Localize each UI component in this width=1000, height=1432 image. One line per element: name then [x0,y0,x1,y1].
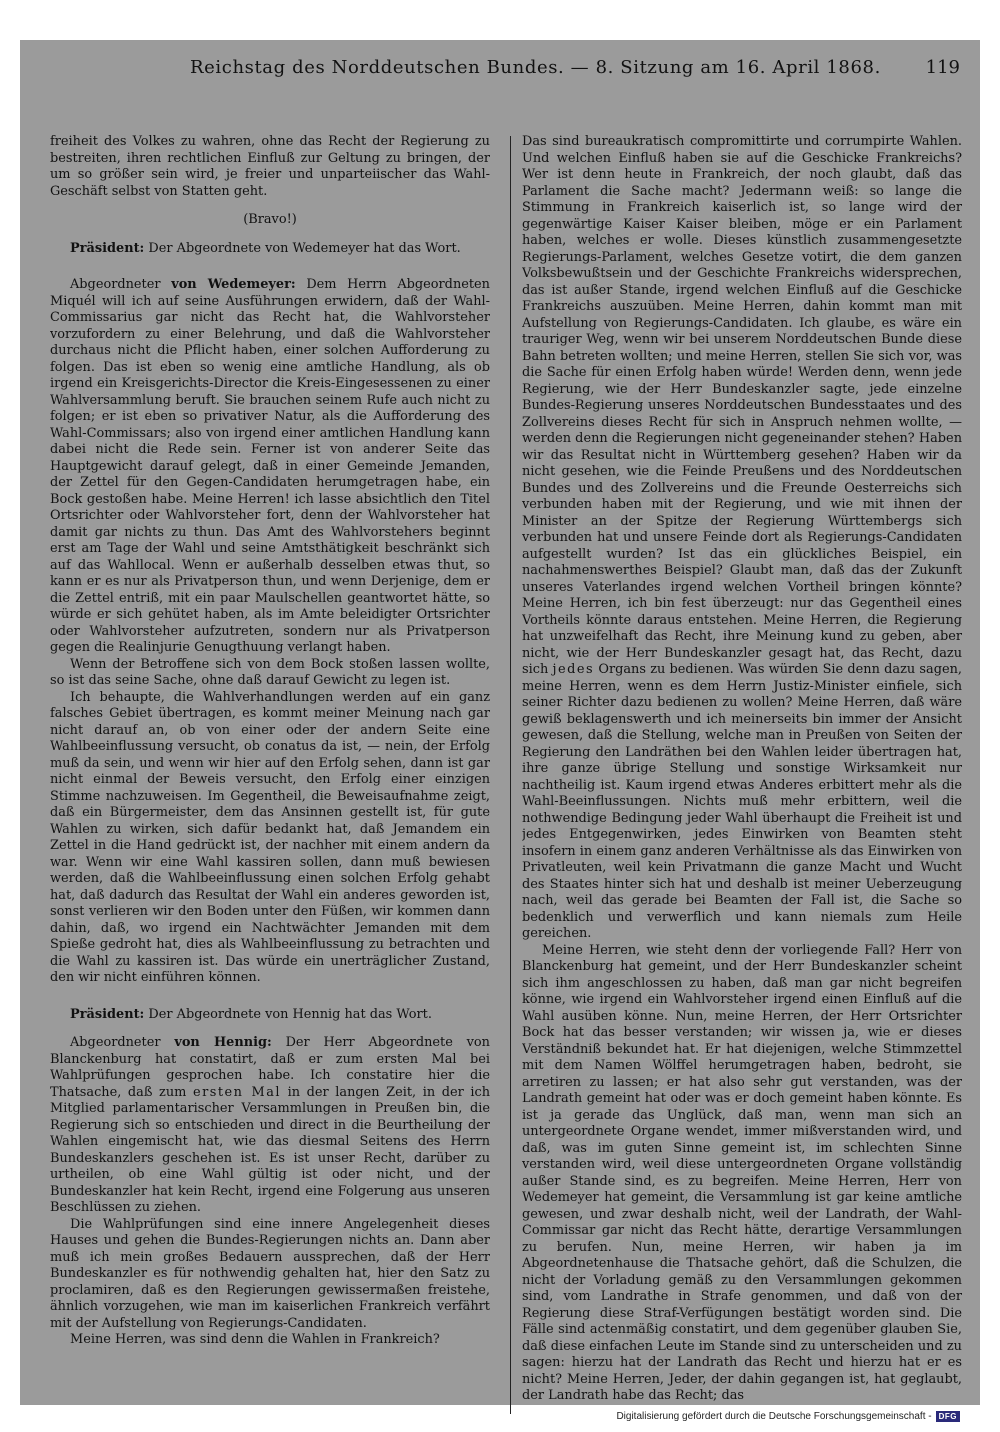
speaker-name-hennig: von Hennig: [174,1035,272,1050]
president-remark [50,1007,490,1024]
column-divider [510,136,511,1414]
paragraph: Meine Herren, wie steht denn der vorliegende Fall? Herr von Blanckenburg hat gemeint, und der Herr Bundeskanzler scheint sich ihm angeschlossen zu haben, daß man gar nicht begreifen könne, wie irgend ein Wahlvorsteher irgend einen Einfluß auf die Wahl ausüben könne. Nun, meine Herren, der Herr Ortsrichter Bock hat das besser verstanden; wir wissen ja, wie er dieses Verständniß bekundet hat. Er hat diejenigen, welche Stimmzettel mit dem Namen Wölffel herumgetragen haben, bedroht, sie arretiren zu lassen; er hat also sehr gut verstanden, was der Landrath gemeint hat oder was er doch gemeint haben könnte. Es ist ja gerade das Unglück, daß man, wenn man sich an untergeordnete Organe wendet, immer mißverstanden wird, und daß, was im guten Sinne gemeint ist, im schlechten Sinne verstanden wird, weil diese untergeordneten Organe vollständig außer Stande sind, es zu begreifen. Meine Herren, Herr von Wedemeyer hat gemeint, die Versammlung ist gar keine amtliche gewesen, und zwar deshalb nicht, weil der Landrath, der Wahl-Commissar gar nicht das Recht hätte, derartige Versammlungen zu berufen. Nun, meine Herren, wir haben ja im Abgeordnetenhause die Thatsache gehört, daß die Schulzen, die nicht der Vorladung gemäß zu den Versammlungen gekommen sind, vom Landrathe in Strafe genommen, und daß von der Regierung diese Straf-Verfügungen bestätigt worden sind. Die Fälle sind actenmäßig constatirt, und dem gegenüber glauben Sie, daß diese einfachen Leute im Stande sind zu unterscheiden und zu sagen: hierzu hat der Landrath das Recht und hierzu hat er es nicht? Meine Herren, Jeder, der dahin gegangen ist, hat geglaubt, der Landrath habe das Recht; das [522,942,962,1403]
footer-credit [616,1411,960,1422]
left-column [50,134,490,1414]
dfg-logo: DFG [936,1411,960,1422]
scanned-page [20,40,980,1405]
speaker-intro: Abgeordneter [70,1035,161,1050]
president-remark-text: Der Abgeordnete von Wedemeyer hat das Wort. [148,240,461,256]
speech-hennig-1 [50,1035,490,1217]
emphasis-text: jedes [552,662,595,677]
speech-text: Dem Herrn Abgeordneten Miquél will ich auf seine Ausführungen erwidern, daß der Wahl-Commissarius gar nicht das Recht hat, die Wahlvorsteher vorzufordern zu einer Belehrung, und daß die Wahlvorsteher durchaus nicht die Pflicht haben, einer solchen Aufforderung zu folgen. Das ist eben so wenig eine amtliche Handlung, als ob irgend ein Kreisgerichts-Director die Kreis-Eingesessenen zu einer Wahlversammlung beruft. Sie brauchen seinem Rufe auch nicht zu folgen; er ist eben so privativer Natur, als die Aufforderung des Wahl-Commissars; also von irgend einer amtlichen Handlung kann dabei nicht die Rede sein. Ferner ist von anderer Seite das Hauptgewicht darauf gelegt, daß in einer Gemeinde Jemanden, der Zettel für den Gegen-Candidaten herumgetragen habe, ein Bock gestoßen habe. Meine Herren! ich lasse absichtlich den Titel Ortsrichter oder Wahlvorsteher fort, denn der Wahlvorsteher hat damit gar nichts zu thun. Das Amt des Wahlvorstehers beginnt erst am Tage der Wahl und seine Amtsthätigkeit beschränkt sich auf das Wahllocal. Wenn er außerhalb desselben etwas thut, so kann er es nur als Privatperson thun, und wenn Derjenige, dem er die Zettel entriß, mit ein paar Maulschellen geantwortet hätte, so würde er sich gehütet haben, als im Amte beleidigter Ortsrichter oder Wahlvorsteher aufzutreten, sondern nur als Privatperson gegen die Realinjurie Genugthuung verlangt haben. [50,277,490,655]
speech-text: Der Herr Abgeordnete von Blanckenburg hat constatirt, daß er zum ersten Mal bei Wahlprüfungen gesprochen habe. Ich constatire hier die Thatsache, daß zum [50,1035,490,1100]
president-remark [50,241,490,258]
paragraph: freiheit des Volkes zu wahren, ohne das Recht der Regierung zu bestreiten, ihren rechtlichen Einfluß zur Geltung zu bringen, der um so größer sein wird, je freier und unparteiischer das Wahl-Geschäft selbst von Statten geht. [50,134,490,199]
right-column [522,134,962,1414]
speaker-president: Präsident: [70,240,145,256]
speaker-name-wedemeyer: von Wedemeyer: [171,277,296,292]
paragraph [522,134,962,943]
speech-wedemeyer-1 [50,277,490,657]
emphasis-text: ersten Mal [192,1084,282,1100]
paragraph: Wenn der Betroffene sich von dem Bock stoßen lassen wollte, so ist das seine Sache, ohne daß darauf Gewicht zu legen ist. [50,656,490,688]
paragraph: Meine Herren, was sind denn die Wahlen in Frankreich? [70,1332,440,1347]
interjection-bravo: (Bravo!) [243,212,297,227]
paragraph-text: Organs zu bedienen. Was würden Sie denn dazu sagen, meine Herren, wenn es dem Herrn Justiz-Minister einfiele, sich seiner Richter dazu bedienen zu wollen? Meine Herren, daß wäre gewiß beklagenswerth und ich meinerseits bin immer der Ansicht gewesen, daß die Stellung, welche man in Preußen von Seiten der Regierung den Landräthen bei den Wahlen leider übertragen hat, ihre ganze übrige Stellung und sonstige Wirksamkeit nur nachtheilig ist. Kaum irgend etwas Anderes erbittert mehr als die Wahl-Beeinflussungen. Nichts muß mehr erbittern, weil die nothwendige Bedingung jeder Wahl überhaupt die Freiheit ist und jedes Entgegenwirken, jedes Einwirken von Beamten steht insofern in einem ganz anderen Verhältnisse als das Einwirken von Privatleuten, weil kein Privatmann die ganze Macht und Wucht des Staates hinter sich hat und deshalb ist meiner Ueberzeugung nach, weil das gerade bei Beamten der Fall ist, die Sache so bedenklich und verwerflich und kann niemals zum Heile gereichen. [522,662,962,941]
paragraph: Ich behaupte, die Wahlverhandlungen werden auf ein ganz falsches Gebiet übertragen, es kommt meiner Meinung nach gar nicht darauf an, ob von einer oder der andern Seite eine Wahlbeeinflussung versucht, ob conatus da ist, — nein, der Erfolg muß da sein, und wenn wir hier auf den Erfolg sehen, dann ist gar nicht einmal der Beweis versucht, den Erfolg einer einzigen Stimme nachzuweisen. Im Gegentheil, die Beweisaufnahme zeigt, daß ein Bürgermeister, dem das Ansinnen gestellt ist, für gute Wahlen zu wirken, sich dafür bedankt hat, daß Jemandem ein Zettel in die Hand gedrückt ist, der nachher mit einem andern da war. Wenn wir eine Wahl kassiren sollen, dann muß bewiesen werden, daß die Wahlbeeinflussung einen solchen Erfolg gehabt hat, daß dadurch das Resultat der Wahl ein anderes geworden ist, sonst verlieren wir den Boden unter den Füßen, wir kommen dann dahin, daß, wo irgend ein Nachtwächter Jemanden mit dem Spieße gedroht hat, dies als Wahlbeeinflussung zu betrachten und die Wahl zu kassiren ist. Das würde ein unerträglicher Zustand, den wir nicht einführen können. [50,689,490,985]
speaker-president: Präsident: [70,1006,145,1022]
speech-text: in der langen Zeit, in der ich Mitglied parlamentarischer Versammlungen in Preußen bin, die Regierung sich so entschieden und direct in die Beurtheilung der Wahlen eingemischt hat, wie das diesmal Seitens des Herrn Bundeskanzlers geschehen ist. Es ist unser Recht, darüber zu urtheilen, ob eine Wahl gültig ist oder nicht, und der Bundeskanzler hat kein Recht, irgend eine Folgerung aus unseren Beschlüssen zu ziehen. [50,1084,490,1215]
speaker-intro: Abgeordneter [70,277,161,292]
paragraph: Die Wahlprüfungen sind eine innere Angelegenheit dieses Hauses und gehen die Bundes-Regierungen nichts an. Dann aber muß ich mein großes Bedauern aussprechen, daß der Herr Bundeskanzler es für nothwendig gehalten hat, hier den Satz zu proclamiren, daß es den Regierungen gewissermaßen freistehe, ähnlich vorzugehen, wie man im kaiserlichen Frankreich verfährt mit der Aufstellung von Regierungs-Candidaten. [50,1216,490,1331]
page-number: 119 [925,57,960,78]
president-remark-text: Der Abgeordnete von Hennig hat das Wort. [148,1006,432,1022]
paragraph-text: Das sind bureaukratisch compromittirte und corrumpirte Wahlen. Und welchen Einfluß haben sie auf die Geschicke Frankreichs? Wer ist denn heute in Frankreich, der noch glaubt, daß das Parlament die Sache macht? Jedermann weiß: so lange die Stimmung in Frankreich kaiserlich ist, so lange wird der gegenwärtige Kaiser Kaiser bleiben, möge er ein Parlament haben, welches er wolle. Dieses künstlich zusammengesetzte Regierungs-Parlament, welches Gesetze votirt, die dem ganzen Volksbewußtsein und der Geschichte Frankreichs widersprechen, das ist außer Stande, irgend welchen Einfluß auf die Geschicke Frankreichs auszuüben. Meine Herren, dahin kommt man mit Aufstellung von Regierungs-Candidaten. Ich glaube, es wäre ein trauriger Weg, wenn wir bei unserem Norddeutschen Bunde diese Bahn betreten wollten; und meine Herren, stellen Sie sich vor, was die Sache für einen Erfolg haben würde! Werden denn, wenn jede Regierung, wie der Herr Bundeskanzler sagte, jede einzelne Bundes-Regierung unseres Norddeutschen Bundesstaates und des Zollvereins dieses Recht für sich in Anspruch nehmen wollte, — werden denn die Regierungen nicht gegeneinander stehen? Haben wir das Resultat nicht in Württemberg gesehen? Haben wir da nicht gesehen, wie die Feinde Preußens und des Norddeutschen Bundes und des Zollvereins und die Freunde Oesterreichs sich verbunden haben mit der Regierung, und wie mit ihnen der Minister an der Spitze der Regierung Württembergs sich verbunden hat und unsere Feinde dort als Regierungs-Candidaten aufgestellt wurden? Ist das ein glückliches Beispiel, ein nachahmenswerthes Beispiel? Glaubt man, daß das der Zukunft unseres Vaterlandes irgend welchen Vortheil bringen könnte? Meine Herren, ich bin fest überzeugt: nur das Gegentheil eines Vortheils könnte daraus entstehen. Meine Herren, die Regierung hat unzweifelhaft das Recht, ihre Meinung kund zu geben, aber nicht, wie der Herr Bundeskanzler gesagt hat, das Recht, dazu sich [522,134,962,677]
header-title: Reichstag des Norddeutschen Bundes. — 8. Sitzung am 16. April 1868. [190,57,881,78]
running-header [190,53,960,85]
footer-text: Digitalisierung gefördert durch die Deutsche Forschungsgemeinschaft - [616,1411,932,1422]
